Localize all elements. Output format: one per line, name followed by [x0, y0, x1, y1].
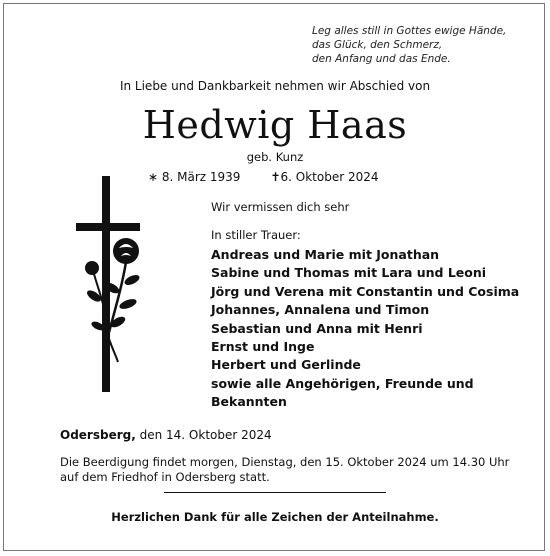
funeral-line: auf dem Friedhof in Odersberg statt.	[60, 470, 270, 484]
life-dates	[148, 170, 378, 184]
list-item: Sebastian und Anna mit Henri	[211, 320, 423, 336]
intro-text: In Liebe und Dankbarkeit nehmen wir Abschied von	[119, 79, 431, 93]
funeral-line: Die Beerdigung findet morgen, Dienstag, den 15. Oktober 2024 um 14.30 Uhr	[60, 455, 510, 469]
cross-with-rose-icon	[72, 176, 156, 392]
miss-you-text: Wir vermissen dich sehr	[211, 200, 350, 214]
divider	[164, 492, 386, 493]
motto-verse	[312, 24, 536, 66]
list-item: Bekannten	[211, 394, 287, 410]
death-date: ✝6. Oktober 2024	[270, 170, 379, 184]
list-item: sowie alle Angehörigen, Freunde und	[211, 375, 474, 391]
place-town: Odersberg,	[60, 428, 136, 442]
motto-line: das Glück, den Schmerz,	[312, 39, 443, 51]
place-date	[60, 428, 272, 442]
birth-date: ∗ 8. März 1939	[148, 170, 241, 184]
deceased-name: Hedwig Haas	[142, 103, 408, 147]
list-item: Johannes, Annalena und Timon	[211, 302, 430, 318]
place-date-text: den 14. Oktober 2024	[135, 428, 272, 442]
motto-line: den Anfang und das Ende.	[312, 53, 451, 65]
maiden-name: geb. Kunz	[246, 150, 304, 164]
list-item: Sabine und Thomas mit Lara und Leoni	[211, 265, 487, 281]
list-item: Andreas und Marie mit Jonathan	[211, 247, 440, 262]
list-item: Jörg und Verena mit Constantin und Cosima	[211, 283, 520, 299]
list-item: Herbert und Gerlinde	[211, 357, 361, 373]
motto-line: Leg alles still in Gottes ewige Hände,	[312, 25, 507, 37]
mourning-label: In stiller Trauer:	[211, 228, 301, 242]
thanks-text: Herzlichen Dank für alle Zeichen der Anteilnahme.	[111, 510, 439, 524]
funeral-info	[60, 455, 509, 485]
list-item: Ernst und Inge	[211, 339, 315, 355]
mourners-list	[211, 246, 519, 412]
